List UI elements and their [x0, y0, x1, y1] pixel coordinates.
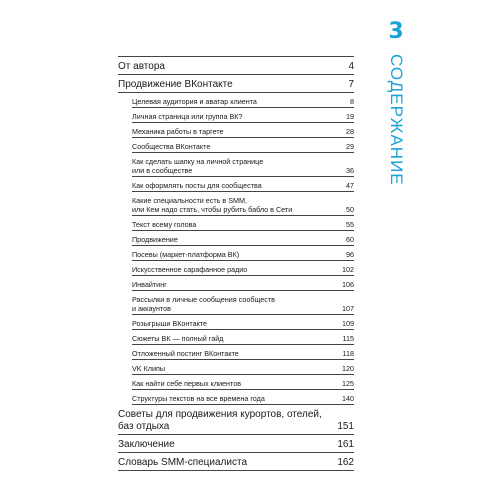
divider: [132, 137, 354, 138]
toc-entry-sub: [132, 235, 354, 244]
divider: [132, 245, 354, 246]
toc-entry-sub: [132, 334, 354, 343]
toc-entry-sub: [132, 112, 354, 121]
toc-entry-title-line: или Кем надо стать, чтобы рубить бабло в Сети: [132, 205, 293, 214]
toc-entry-title-line: Сообщества ВКонтакте: [132, 142, 211, 151]
toc-entry-page-number: 151: [337, 421, 354, 432]
toc-entry-title: [132, 127, 336, 136]
toc-entry-page-number: 162: [337, 457, 354, 468]
chapter-number: 3: [388, 19, 404, 44]
toc-entry-main: [118, 79, 354, 91]
divider: [132, 359, 354, 360]
toc-entry-page-number: 125: [342, 379, 354, 388]
toc-entry-title-line: Отложенный постинг ВКонтакте: [132, 349, 239, 358]
toc-entry-sub: [132, 196, 354, 214]
toc-entry-title-line: Механика работы в таргете: [132, 127, 224, 136]
toc-entry-title: [132, 220, 336, 229]
toc-entry-title: [132, 112, 336, 121]
toc-entry-sub: [132, 379, 354, 388]
toc-entry-title: [132, 349, 336, 358]
toc-entry-title-line: От автора: [118, 61, 165, 72]
toc-entry-page-number: 55: [346, 220, 354, 229]
toc-entry-sub: [132, 181, 354, 190]
toc-entry-title: [132, 196, 336, 214]
toc-entry-title: [132, 250, 336, 259]
toc-entry-sub: [132, 265, 354, 274]
toc-entry-sub: [132, 127, 354, 136]
toc-entry-page-number: 50: [346, 205, 354, 214]
toc-entry-page-number: 109: [342, 319, 354, 328]
toc-entry-title: [132, 280, 336, 289]
toc-entry-title-line: Текст всему голова: [132, 220, 197, 229]
toc-entry-page-number: 8: [350, 97, 354, 106]
divider: [132, 176, 354, 177]
toc-entry-page-number: 107: [342, 304, 354, 313]
toc-entry-title-line: Продвижение: [132, 235, 178, 244]
toc-entry-title: [118, 439, 336, 451]
toc-entry-sub: [132, 349, 354, 358]
divider: [132, 314, 354, 315]
toc-entry-title-line: Личная страница или группа ВК?: [132, 112, 243, 121]
toc-entry-title-line: и аккаунтов: [132, 304, 171, 313]
chapter-sidebar: [378, 20, 414, 186]
divider: [118, 92, 354, 93]
toc-entry-title: [118, 409, 336, 433]
toc-entry-sub: [132, 319, 354, 328]
toc-entry-title-line: или в сообществе: [132, 166, 193, 175]
toc-entry-page-number: 4: [348, 61, 354, 72]
toc-entry-page-number: 115: [342, 334, 354, 343]
toc-entry-title-line: Сюжеты ВК — полный гайд: [132, 334, 224, 343]
toc-entry-title: [132, 334, 336, 343]
toc-entry-title-line: Как сделать шапку на личной странице: [132, 157, 264, 166]
toc-entry-page-number: 106: [342, 280, 354, 289]
divider: [132, 230, 354, 231]
toc-entry-page-number: 96: [346, 250, 354, 259]
toc-entry-title-line: Рассылки в личные сообщения сообществ: [132, 295, 275, 304]
toc-entry-main: [118, 439, 354, 451]
divider: [132, 275, 354, 276]
divider: [118, 434, 354, 435]
toc-entry-title: [132, 379, 336, 388]
toc-entry-page-number: 60: [346, 235, 354, 244]
toc-entry-title-line: Как оформлять посты для сообщества: [132, 181, 262, 190]
divider: [118, 470, 354, 471]
toc-entry-title: [132, 142, 336, 151]
toc-entry-sub: [132, 295, 354, 313]
toc-entry-title-line: Продвижение ВКонтакте: [118, 79, 233, 90]
toc-entry-title: [118, 79, 336, 91]
toc-entry-sub: [132, 220, 354, 229]
toc-entry-title-line: Искусственное сарафанное радио: [132, 265, 248, 274]
toc-entry-page-number: 118: [342, 349, 354, 358]
divider: [132, 152, 354, 153]
toc-entry-title: [132, 157, 336, 175]
toc-entry-title-line: Словарь SMM-специалиста: [118, 457, 248, 468]
toc-entry-page-number: 7: [348, 79, 354, 90]
toc-entry-title: [132, 181, 336, 190]
toc-entry-title-line: Розыгрыши ВКонтакте: [132, 319, 208, 328]
toc-list: [118, 61, 354, 471]
divider: [132, 404, 354, 405]
toc-entry-title-line: Советы для продвижения курортов, отелей,: [118, 409, 322, 420]
toc-entry-sub: [132, 394, 354, 403]
divider: [132, 329, 354, 330]
toc-entry-title-line: баз отдыха: [118, 421, 170, 432]
toc-entry-title-line: VK Клипы: [132, 364, 166, 373]
toc-entry-title: [132, 394, 336, 403]
toc-entry-page-number: 102: [342, 265, 354, 274]
divider: [118, 74, 354, 75]
divider: [118, 56, 354, 57]
toc-entry-title-line: Заключение: [118, 439, 175, 450]
toc-entry-title-line: Как найти себе первых клиентов: [132, 379, 242, 388]
divider: [132, 389, 354, 390]
toc-entry-title: [118, 457, 336, 469]
toc-entry-page-number: 161: [337, 439, 354, 450]
toc-entry-title-line: Структуры текстов на все времена года: [132, 394, 265, 403]
toc-entry-title: [132, 235, 336, 244]
toc-entry-title: [132, 319, 336, 328]
toc-entry-sub: [132, 97, 354, 106]
toc-entry-main: [118, 409, 354, 433]
toc-entry-title: [118, 61, 336, 73]
toc-entry-title: [132, 364, 336, 373]
divider: [132, 290, 354, 291]
toc-entry-sub: [132, 280, 354, 289]
toc-entry-title: [132, 295, 336, 313]
toc-entry-page-number: 47: [346, 181, 354, 190]
divider: [132, 107, 354, 108]
section-title-vertical: СОДЕРЖАНИЕ: [387, 54, 406, 186]
toc-entry-sub: [132, 142, 354, 151]
toc-entry-title-line: Посевы (маркет-платформа ВК): [132, 250, 240, 259]
toc-entry-page-number: 19: [346, 112, 354, 121]
divider: [132, 344, 354, 345]
toc-entry-title: [132, 265, 336, 274]
divider: [132, 122, 354, 123]
divider: [132, 191, 354, 192]
toc-entry-page-number: 120: [342, 364, 354, 373]
toc-entry-title-line: Целевая аудитория и аватар клиента: [132, 97, 257, 106]
toc-entry-page-number: 140: [342, 394, 354, 403]
toc-entry-page-number: 29: [346, 142, 354, 151]
divider: [132, 215, 354, 216]
table-of-contents: [118, 55, 354, 475]
divider: [118, 452, 354, 453]
toc-entry-main: [118, 61, 354, 73]
toc-entry-sub: [132, 157, 354, 175]
toc-entry-title: [132, 97, 336, 106]
toc-entry-sub: [132, 250, 354, 259]
toc-entry-page-number: 28: [346, 127, 354, 136]
toc-entry-page-number: 36: [346, 166, 354, 175]
toc-entry-main: [118, 457, 354, 469]
toc-entry-title-line: Инвайтинг: [132, 280, 167, 289]
divider: [132, 374, 354, 375]
divider: [132, 260, 354, 261]
toc-entry-sub: [132, 364, 354, 373]
toc-entry-title-line: Какие специальности есть в SMM,: [132, 196, 247, 205]
